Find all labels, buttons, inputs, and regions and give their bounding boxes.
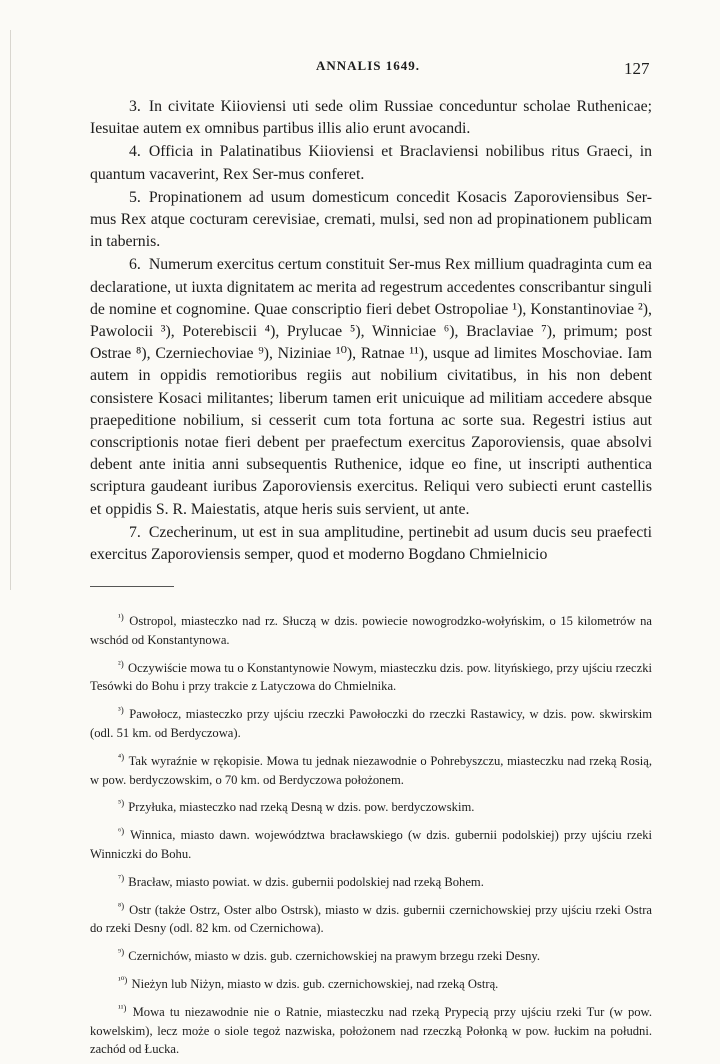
footnote-text: Winnica, miasto dawn. województwa bracławskiego (w dzis. gubernii podolskiej) przy ujściu rzeki Winniczki do Bohu. [90,828,652,861]
footnote-text: Tak wyraźnie w rękopisie. Mowa tu jednak niezawodnie o Pohrebyszczu, miasteczku nad rzeką Rosią, w pow. berdyczowskim, o 70 km. od Berdyczowa położonem. [90,753,653,787]
footnote-mark: ¹⁰) [118,974,128,985]
paragraph-3 [90,96,652,140]
footnote-7 [90,869,652,892]
footnote-mark: ¹¹) [118,1002,127,1013]
footnote-text: Nieżyn lub Niżyn, miasto w dzis. gub. czernichowskiej, nad rzeką Ostrą. [131,976,499,991]
footnote-text: Ostr (także Ostrz, Oster albo Ostrsk), miasto w dzis. gubernii czernichowskiej przy ujściu rzeki Ostra do rzeki Desny (odl. 82 km. od Czernichowa). [90,902,652,936]
page-number: 127 [624,59,650,78]
footnote-mark: ⁸) [118,900,125,911]
paragraph-number: 4. [129,143,141,161]
page-edge-line [10,30,11,590]
paragraph-text: Numerum exercitus certum constituit Ser-mus Rex millium quadraginta cum ea declaratione, ut iuxta dignitatem ac merita ad regestrum accedentes conscribantur singuli de nomine et cognomine. Quae conscriptio fieri debet Ostropoliae ¹), Konstantinoviae ²), Pawolocii ³), Poterebiscii ⁴), Prylucae ⁵), Winniciae ⁶), Braclaviae ⁷), primum; post Ostrae ⁸), Czerniechoviae ⁹), Niziniae ¹⁰), Ratnae ¹¹), usque ad limites Moschoviae. Iam autem in oppidis remotioribus regiis aut nobilium civitatibus, in his non debent consistere Kosaci militantes; liberum tamen erit unicuique ad militiam accedere absque praepeditione nobilium, si cesserit cum tota fortuna ac sorte sua. Regestri istius aut conscriptionis notae fieri debent per praefectum exercitus Zaporoviensis, quae absolvi debent ante initia anni subsequentis Ruthenice, idque eo fine, ut inscripti authentica scriptura gaudeant iuribus Zaporoviensis exercitus. Reliqui vero subiecti erunt castellis et oppidis S. R. Maiestatis, atque heris suis servient, ut ante. [90,256,652,518]
footnote-11 [90,999,652,1059]
footnote-text: Ostropol, miasteczko nad rz. Słuczą w dzis. powiecie nowogrodzko-wołyńskim, o 15 kilometrów na wschód od Konstantynowa. [90,614,652,647]
footnote-mark: ⁹) [118,947,125,958]
footnote-4 [90,748,652,790]
footnote-mark: ⁶) [118,826,125,837]
paragraph-text: Propinationem ad usum domesticum concedit Kosacis Zaporoviensibus Ser-mus Rex atque cocturam cerevisiae, cremati, mulsi, sed non ad propinationem publicam in tabernis. [90,188,652,251]
footnote-10 [90,971,652,994]
paragraph-number: 7. [129,523,141,541]
footnote-mark: ⁷) [118,872,125,883]
main-text [90,96,652,567]
paragraph-text: Czecherinum, ut est in sua amplitudine, pertinebit ad usum ducis seu praefecti exercitus Zaporoviensis semper, quod et moderno Bogdano Chmielnicio [90,523,652,564]
footnote-text: Przyłuka, miasteczko nad rzeką Desną w dzis. pow. berdyczowskim. [128,800,475,815]
footnote-5 [90,794,652,817]
footnote-6 [90,822,652,864]
footnote-mark: ¹) [118,612,124,622]
paragraph-text: Officia in Palatinatibus Kiioviensi et Braclaviensi nobilibus ritus Graeci, in quantum vacaverint, Rex Ser-mus conferet. [90,143,652,183]
footnote-1 [90,608,652,650]
footnote-text: Pawołocz, miasteczko przy ujściu rzeczki Pawołoczki do rzeczki Rastawicy, w dzis. pow. skwirskim (odl. 51 km. od Berdyczowa). [90,707,652,740]
footnote-mark: ²) [118,658,124,669]
footnotes [90,608,652,1064]
paragraph-number: 3. [129,98,141,115]
paragraph-text: In civitate Kiioviensi uti sede olim Russiae conceduntur scholae Ruthenicae; Iesuitae autem ex omnibus partibus illis alio erunt avocandi. [90,98,652,138]
footnote-3 [90,701,652,743]
footnote-8 [90,897,652,939]
running-head: ANNALIS 1649. [316,58,421,73]
footnote-text: Oczywiście mowa tu o Konstantynowie Nowym, miasteczku dzis. pow. lityńskiego, przy ujściu rzeczki Tesówki do Bohu i przy trakcie z Latyczowa do Chmielnika. [90,660,652,694]
footnote-mark: ⁴) [118,751,125,762]
paragraph-7 [90,522,652,566]
paragraph-5 [90,187,652,254]
footnote-mark: ³) [118,705,124,716]
page-header [0,0,720,100]
footnote-mark: ⁵) [118,798,125,809]
paragraph-6 [90,254,652,520]
footnote-text: Bracław, miasto powiat. w dzis. gubernii podolskiej nad rzeką Bohem. [128,874,484,889]
footnote-text: Mowa tu niezawodnie nie o Ratnie, miasteczku nad rzeką Prypecią przy ujściu rzeki Tur (w pow. kowelskim), lecz może o siole tegoż nazwiska, położonem nad rzeczką Połonką w pow. łuckim na południ. zachód od Łucka. [90,1004,652,1057]
paragraph-number: 6. [129,256,141,274]
paragraph-number: 5. [129,188,141,206]
footnote-text: Czernichów, miasto w dzis. gub. czernichowskiej na prawym brzegu rzeki Desny. [128,949,541,964]
footnote-separator [90,586,174,587]
footnote-2 [90,655,652,697]
footnote-9 [90,943,652,966]
paragraph-4 [90,141,652,185]
